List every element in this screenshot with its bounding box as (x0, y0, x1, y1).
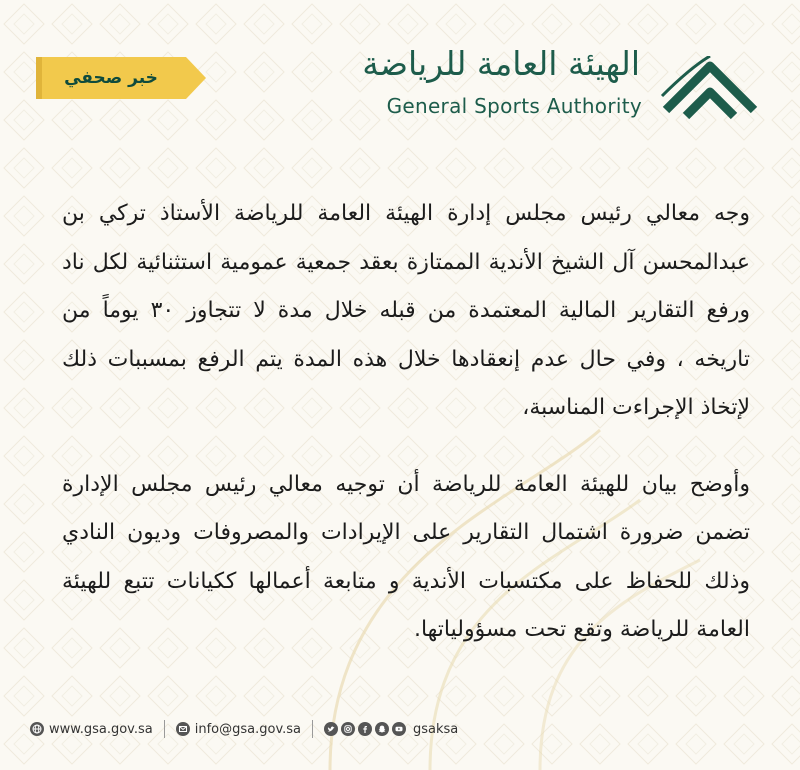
globe-icon (30, 722, 44, 736)
social-handle-text: gsaksa (413, 721, 459, 737)
twitter-icon[interactable] (324, 722, 338, 736)
instagram-icon[interactable] (341, 722, 355, 736)
email-icon (176, 722, 190, 736)
org-name-arabic: الهيئة العامة للرياضة (362, 44, 640, 83)
social-links (324, 722, 458, 737)
facebook-icon[interactable] (358, 722, 372, 736)
gsa-logo-icon (660, 56, 760, 120)
youtube-icon[interactable] (392, 722, 406, 736)
snapchat-icon[interactable] (375, 722, 389, 736)
footer-divider (312, 720, 313, 738)
org-name-english: General Sports Authority (386, 94, 642, 118)
website-text: www.gsa.gov.sa (49, 721, 153, 737)
footer-divider (164, 720, 165, 738)
email-text: info@gsa.gov.sa (194, 721, 302, 737)
footer-contact-bar (30, 717, 458, 741)
news-badge-label: خبر صحفي (64, 68, 158, 88)
website-link[interactable] (30, 722, 153, 737)
email-link[interactable] (176, 722, 301, 737)
press-release-body (62, 190, 750, 655)
paragraph-1: وجه معالي رئيس مجلس إدارة الهيئة العامة للرياضة الأستاذ تركي بن عبدالمحسن آل الشيخ الأندية الممتازة بعقد جمعية عمومية استثنائية لكل ناد ورفع التقارير المالية المعتمدة من قبله خلال مدة لا تتجاوز ٣٠ يوماً من تاريخه ، وفي حال عدم إنعقادها خلال هذه المدة يتم الرفع بمسببات ذلك لإتخاذ الإجراءت المناسبة، (62, 201, 751, 420)
paragraph-2: وأوضح بيان للهيئة العامة للرياضة أن توجيه معالي رئيس مجلس الإدارة تضمن ضرورة اشتمال التقارير على الإيرادات والمصروفات وديون النادي وذلك للحفاظ على مكتسبات الأندية و متابعة أعمالها ككيانات تتبع للهيئة العامة للرياضة وتقع تحت مسؤولياتها. (62, 471, 750, 642)
